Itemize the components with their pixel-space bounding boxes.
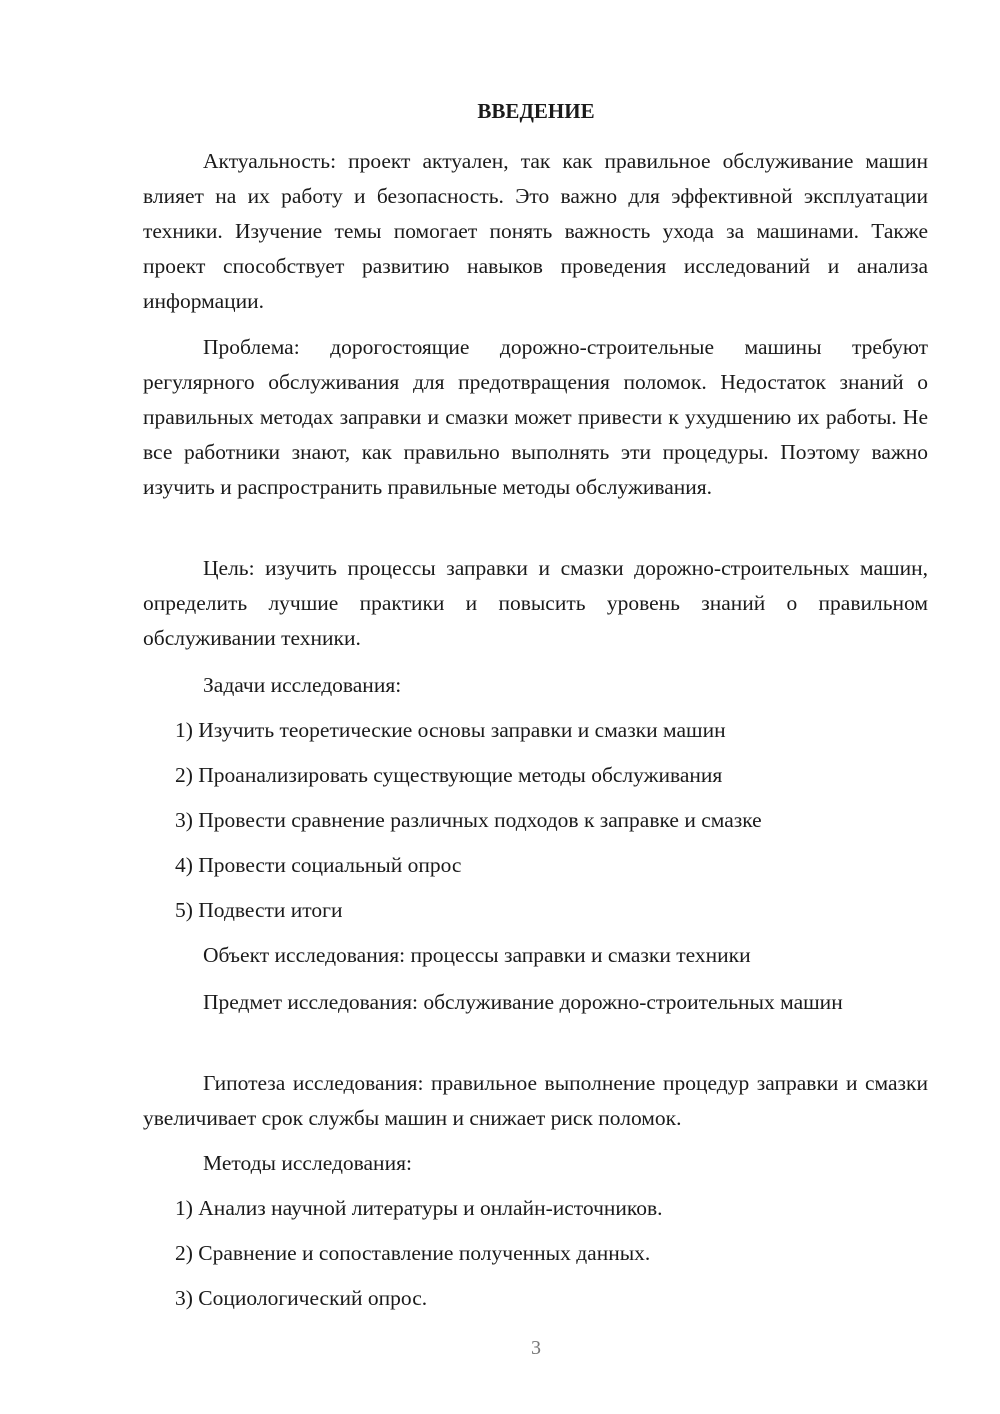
task-item: 5) Подвести итоги <box>175 898 343 922</box>
task-item: 4) Провести социальный опрос <box>175 853 462 877</box>
research-object: Объект исследования: процессы заправки и смазки техники <box>203 943 751 967</box>
paragraph-relevance: Актуальность: проект актуален, так как правильное обслуживание машин влияет на их работу и безопасность. Это важно для эффективной эксплуатации техники. Изучение темы помогает понять важность ухода за машинами. Также проект способствует развитию навыков проведения исследований и анализа информации. <box>143 149 928 313</box>
task-item: 1) Изучить теоретические основы заправки и смазки машин <box>175 718 726 742</box>
research-hypothesis: Гипотеза исследования: правильное выполнение процедур заправки и смазки увеличивает срок службы машин и снижает риск поломок. <box>143 1071 928 1130</box>
paragraph-goal: Цель: изучить процессы заправки и смазки дорожно-строительных машин, определить лучшие практики и повысить уровень знаний о правильном обслуживании техники. <box>143 556 928 650</box>
paragraph-problem: Проблема: дорогостоящие дорожно-строительные машины требуют регулярного обслуживания для предотвращения поломок. Недостаток знаний о правильных методах заправки и смазки может привести к ухудшению их работы. Не все работники знают, как правильно выполнять эти процедуры. Поэтому важно изучить и распространить правильные методы обслуживания. <box>143 335 928 499</box>
task-item: 2) Проанализировать существующие методы обслуживания <box>175 763 723 787</box>
methods-heading: Методы исследования: <box>203 1151 412 1175</box>
method-item: 2) Сравнение и сопоставление полученных данных. <box>175 1241 651 1265</box>
page-number: 3 <box>531 1337 541 1359</box>
page-title: ВВЕДЕНИЕ <box>477 99 595 123</box>
method-item: 3) Социологический опрос. <box>175 1286 428 1310</box>
method-item: 1) Анализ научной литературы и онлайн-источников. <box>175 1196 663 1220</box>
task-item: 3) Провести сравнение различных подходов к заправке и смазке <box>175 808 762 832</box>
research-subject: Предмет исследования: обслуживание дорожно-строительных машин <box>203 990 843 1014</box>
tasks-heading: Задачи исследования: <box>203 673 402 697</box>
